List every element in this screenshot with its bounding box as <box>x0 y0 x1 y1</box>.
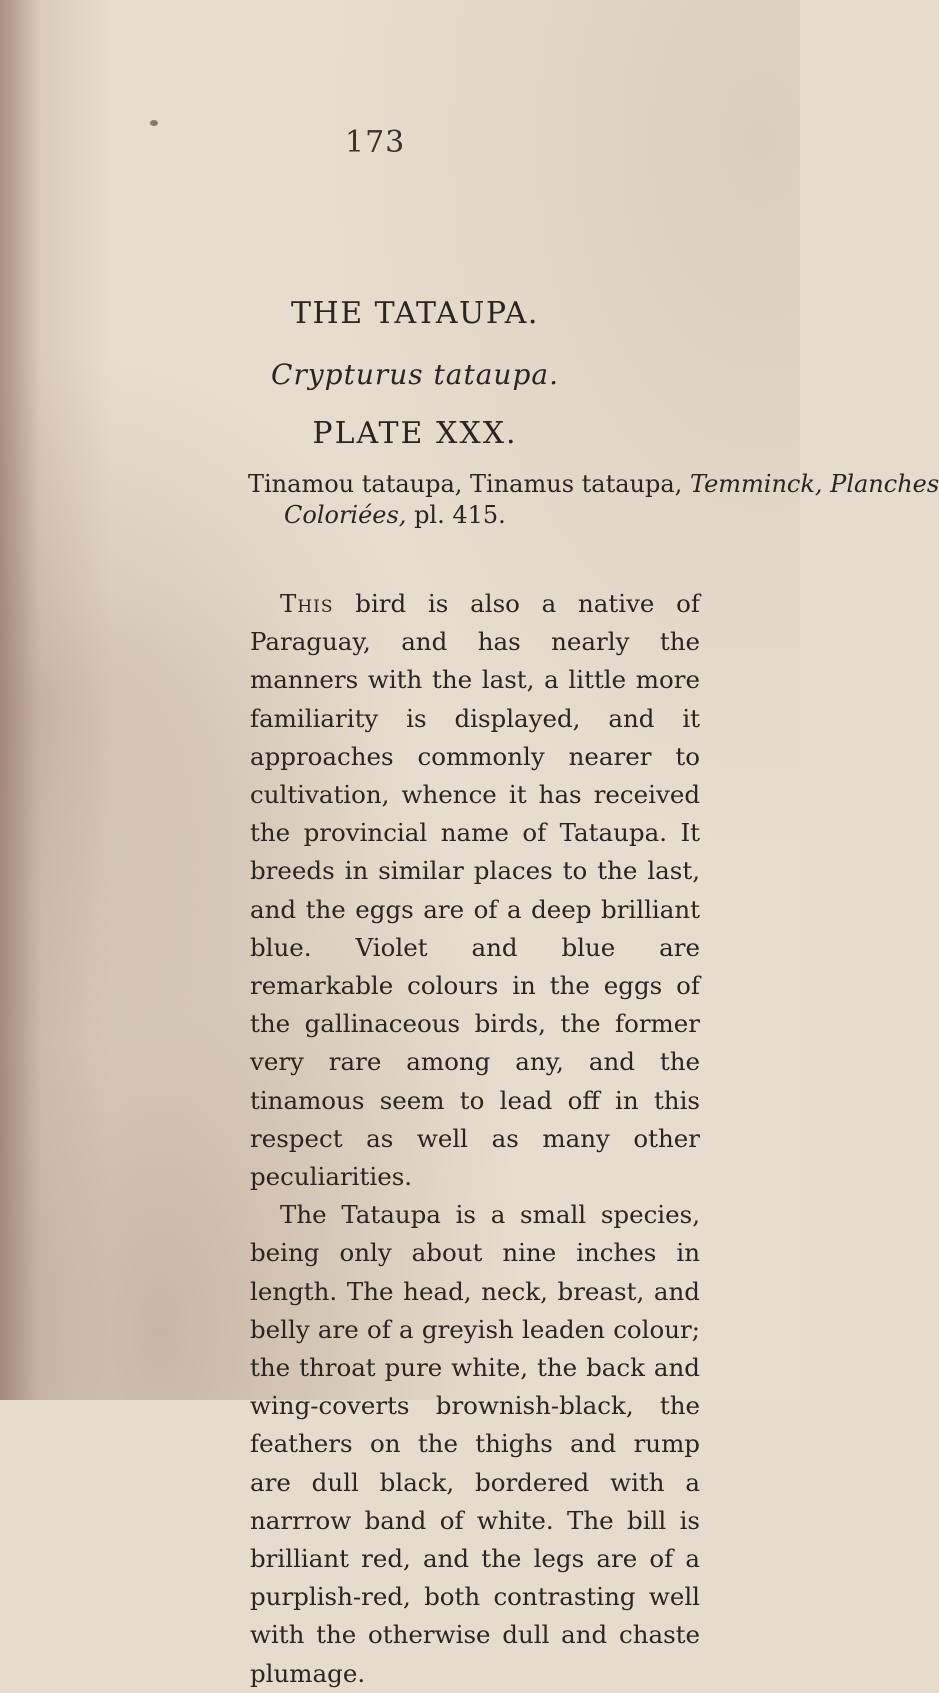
latin-name-text: Crypturus tataupa. <box>271 358 559 391</box>
ink-spot <box>150 120 158 126</box>
synonymy-line-2 <box>248 500 708 531</box>
paragraph-2: The Tataupa is a small species, being only about nine inches in length. The head, neck, breast, and belly are of a greyish leaden colour; the throat pure white, the back and wing-coverts brownish-black, the feathers on the thighs and rump are dull black, bordered with a narrrow band of white. The bill is brilliant red, and the legs are of a purplish-red, both contrasting well with the otherwise dull and chaste plumage. <box>250 1200 700 1688</box>
synonymy-author-work: Temminck, Planches <box>689 470 939 498</box>
paragraph-1 <box>250 585 700 1196</box>
species-title: THE TATAUPA. <box>291 296 539 331</box>
paragraph-1-lead: This <box>280 589 334 618</box>
synonymy-work-cont: Coloriées, <box>284 501 407 529</box>
body-text <box>250 585 700 1693</box>
page-number: 173 <box>345 125 406 160</box>
spine-shadow <box>0 0 40 1400</box>
latin-name <box>0 358 800 391</box>
synonymy-plate-ref: pl. 415. <box>406 501 506 529</box>
synonymy-block <box>248 469 939 531</box>
paragraph-1-text: bird is also a native of Paraguay, and has nearly the manners with the last, a little more familiarity is displayed, and it approaches commonly nearer to cultivation, whence it has received the provincial name of Tataupa. It breeds in similar places to the last, and the eggs are of a deep brilliant blue. Violet and blue are remarkable colours in the eggs of the gallinaceous birds, the former very rare among any, and the tinamous seem to lead off in this respect as well as many other peculiarities. <box>250 589 700 1192</box>
plate-label: PLATE XXX. <box>312 416 518 451</box>
synonymy-line-1 <box>248 469 939 500</box>
synonymy-names: Tinamou tataupa, Tinamus tataupa, <box>248 470 690 498</box>
